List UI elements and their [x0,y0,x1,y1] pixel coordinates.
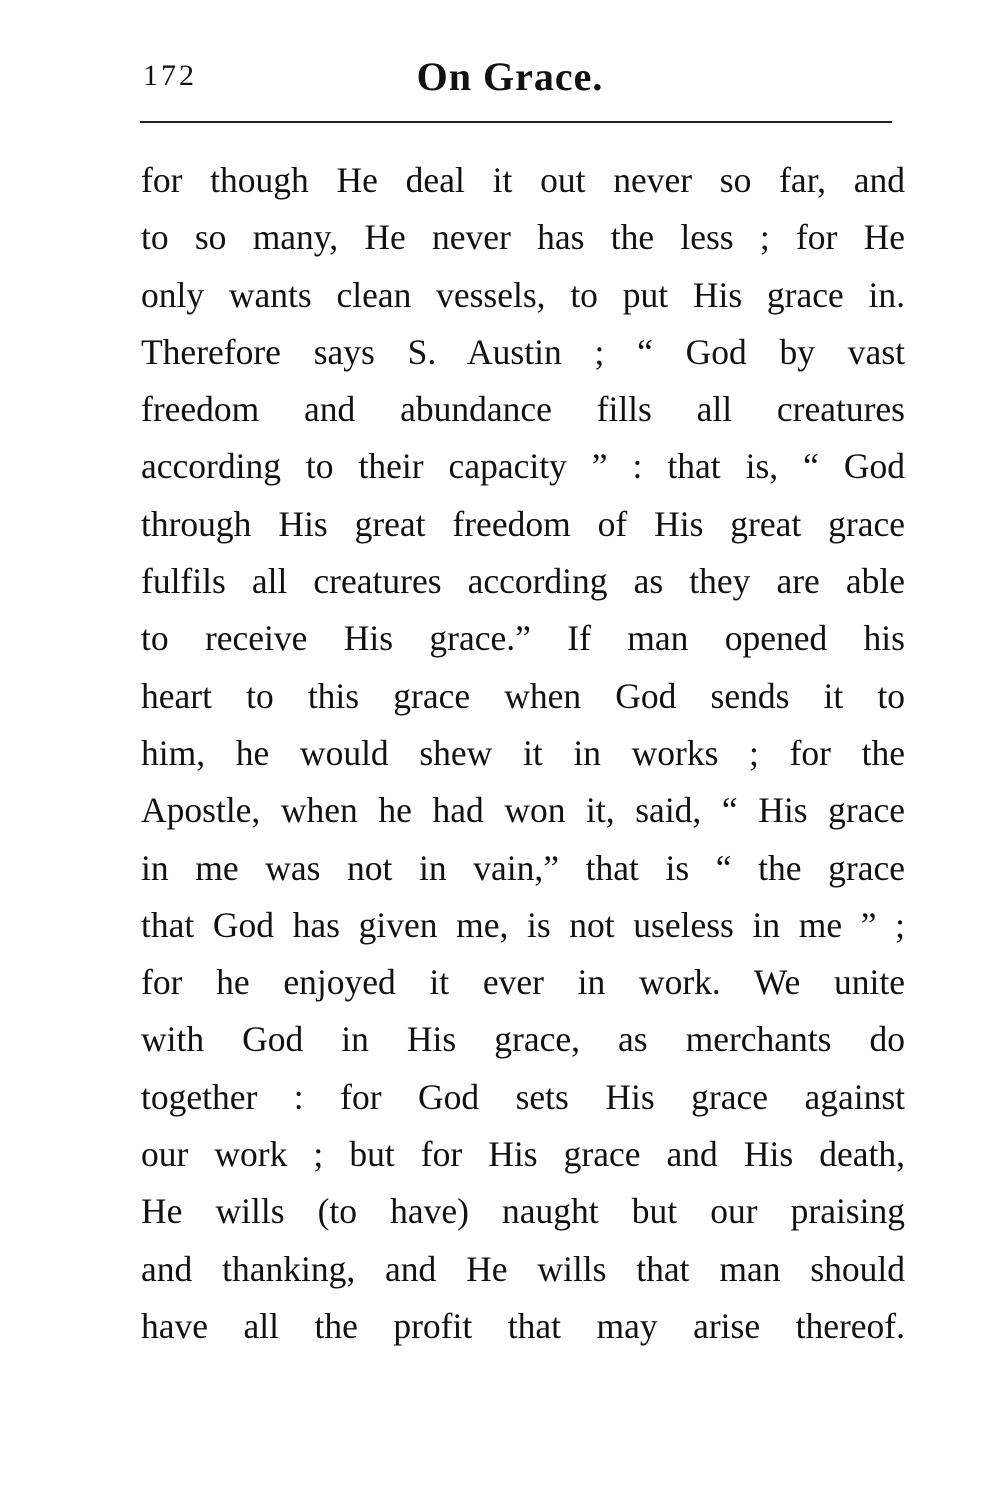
text-line: Therefore says S. Austin ; “ God by vast [141,331,905,372]
text-line: for though He deal it out never so far, and [141,160,905,200]
text-line: our work ; but for His grace and His death, [141,1134,905,1175]
text-line: together : for God sets His grace against [141,1076,905,1117]
text-line: fulfils all creatures according as they are able [141,561,905,602]
text-line: him, he would shew it in works ; for the [141,732,905,773]
text-line: according to their capacity ” : that is, “ God [141,446,905,487]
text-line: with God in His grace, as merchants do [141,1019,905,1060]
text-line: to receive His grace.” If man opened his [141,618,905,659]
text-line: for he enjoyed it ever in work. We unite [141,962,905,1003]
header-rule [140,121,892,123]
text-line: He wills (to have) naught but our praising [141,1191,905,1232]
running-title: On Grace. [416,54,604,99]
text-line: that God has given me, is not useless in me ” ; [141,904,905,945]
text-line: to so many, He never has the less ; for He [141,217,905,258]
text-line: freedom and abundance fills all creatures [141,389,905,430]
text-line: heart to this grace when God sends it to [141,675,905,716]
body-text [141,152,905,1355]
text-line: only wants clean vessels, to put His grace in. [141,274,905,315]
text-line: through His great freedom of His great grace [141,503,905,544]
text-line: in me was not in vain,” that is “ the grace [141,847,905,888]
text-line: have all the profit that may arise thereof. [141,1305,905,1346]
page-number: 172 [143,59,197,92]
text-line: and thanking, and He wills that man should [141,1248,905,1289]
text-line: Apostle, when he had won it, said, “ His grace [141,790,905,831]
